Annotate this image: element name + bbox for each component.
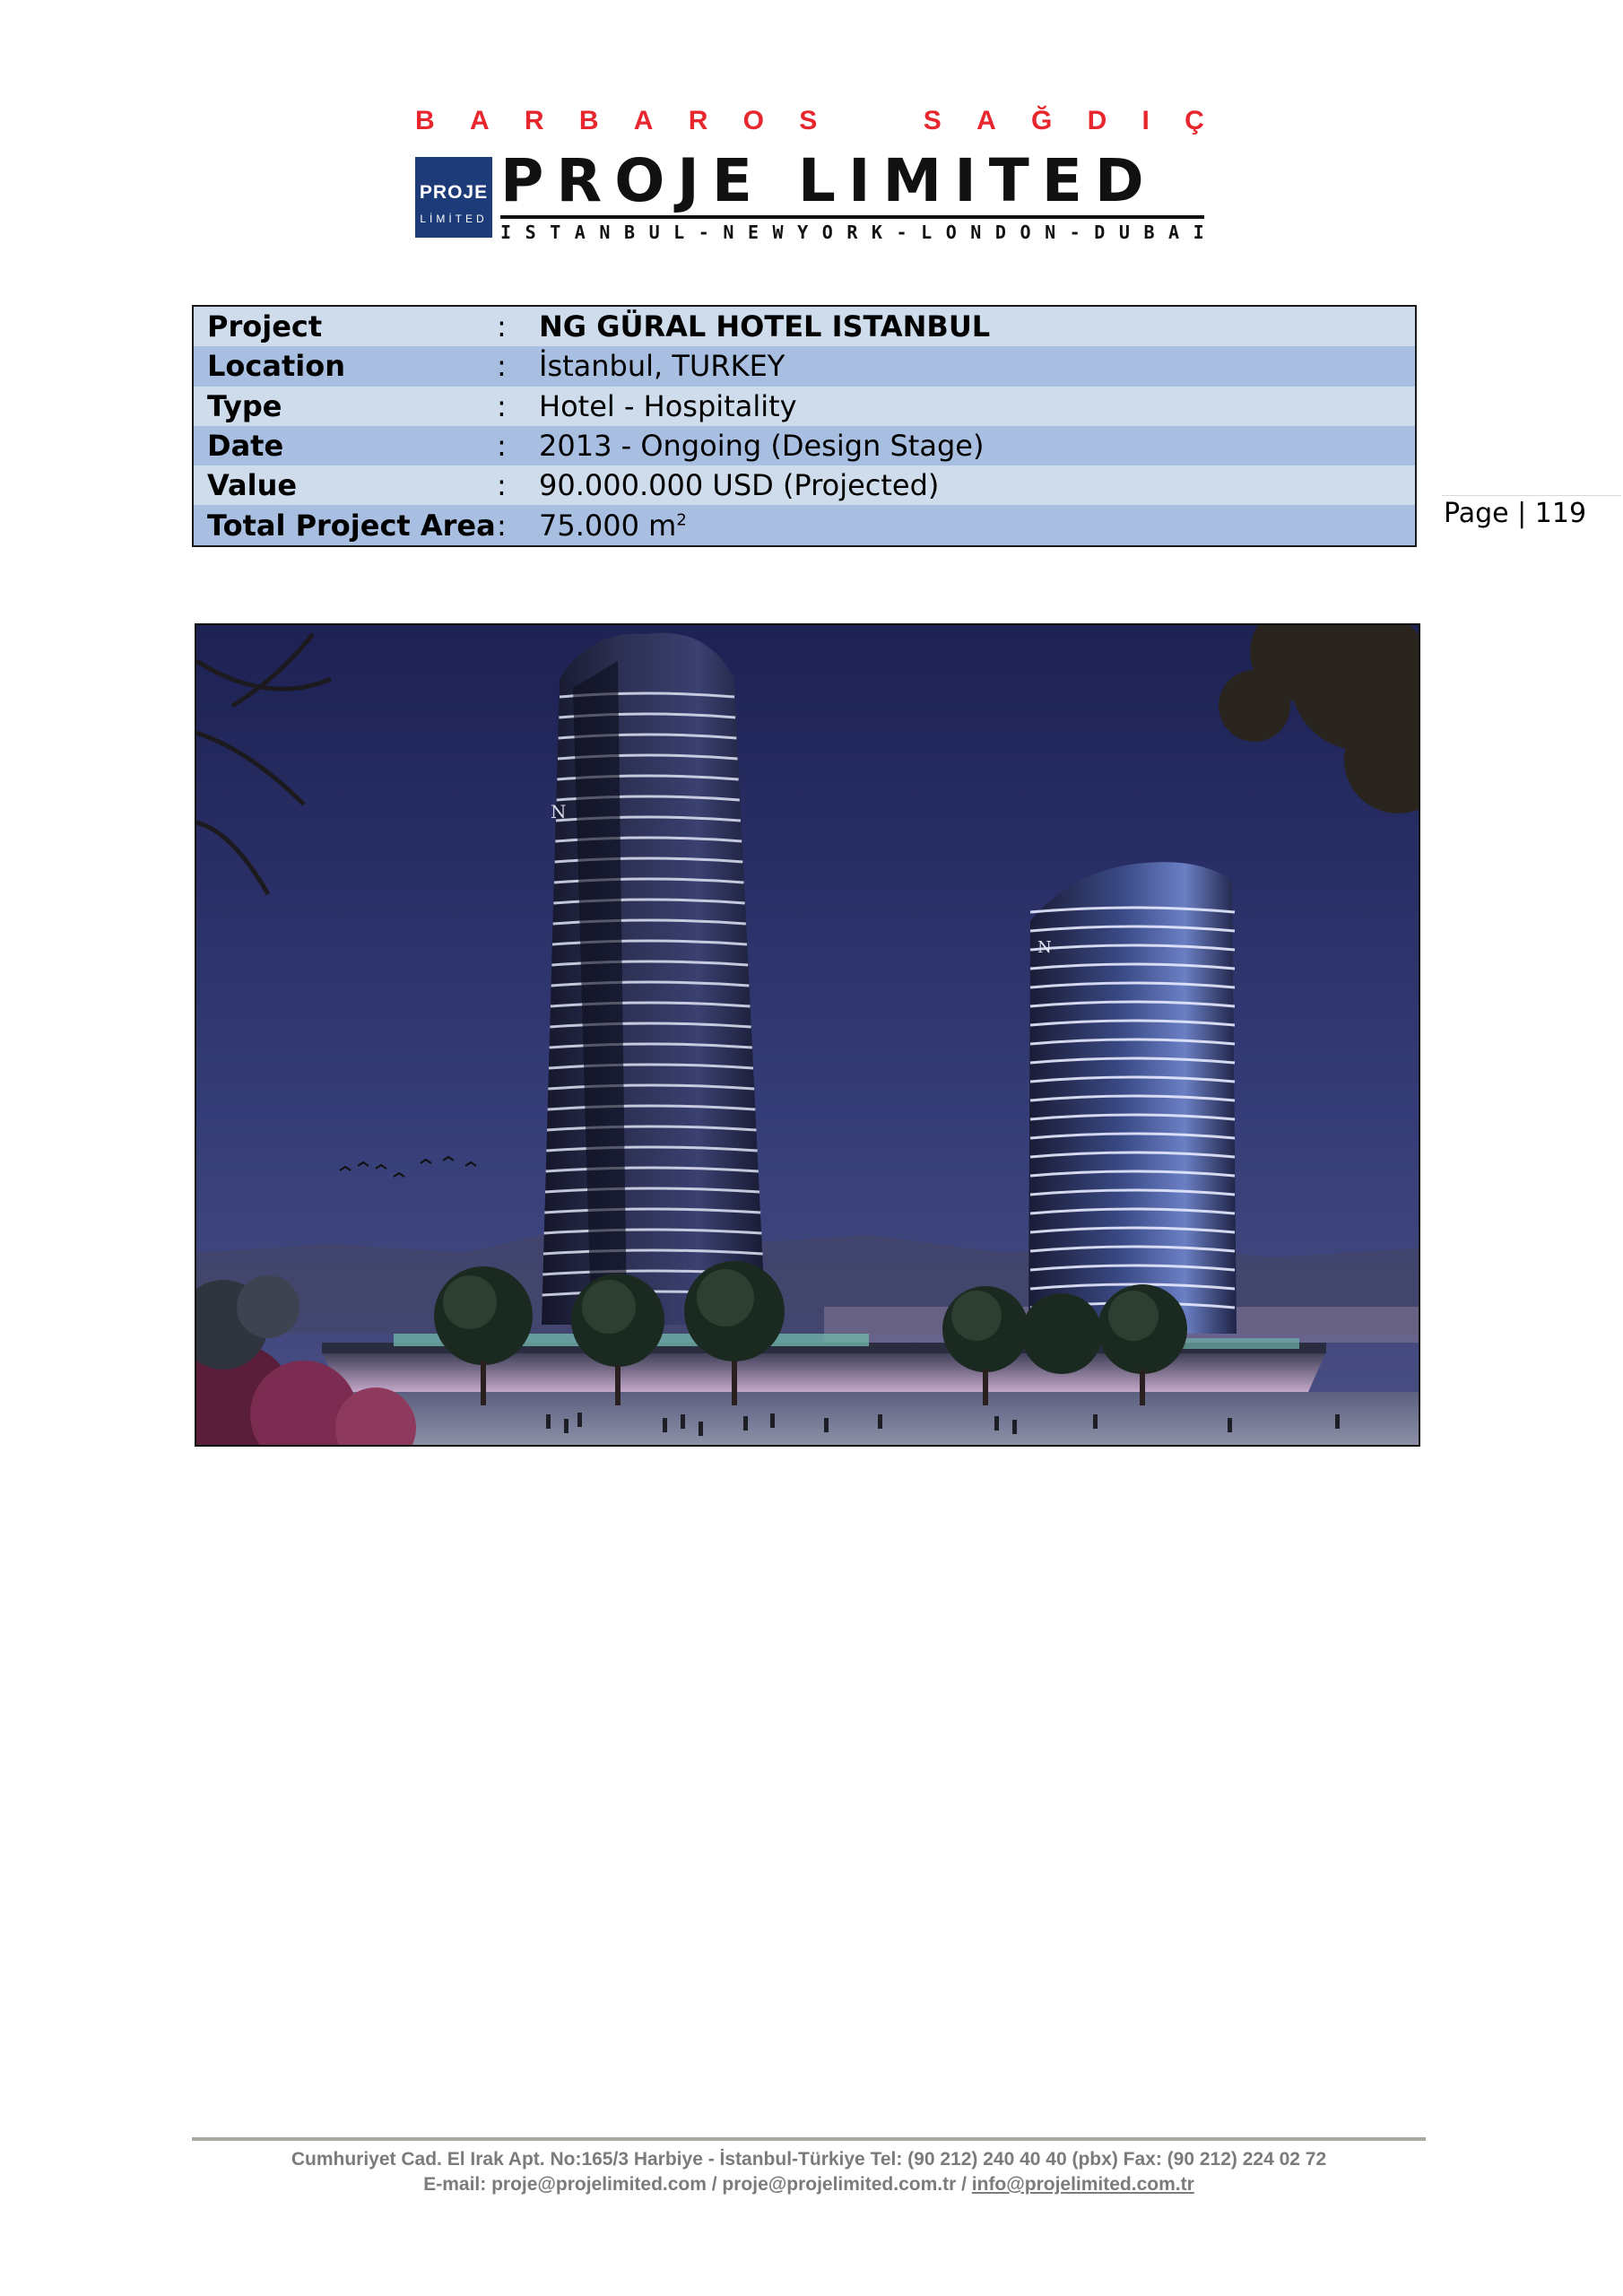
company-cities — [500, 222, 1204, 242]
project-row-total-project-area — [194, 505, 1415, 544]
footer-rule — [192, 2137, 1426, 2141]
project-row-date — [194, 426, 1415, 465]
project-row-value-text: 90.000.000 USD (Projected) — [539, 468, 940, 503]
owner-name-letter: A — [976, 106, 996, 135]
owner-name-letter: A — [633, 106, 654, 135]
page-number: Page | 119 — [1444, 498, 1587, 529]
city-letter: D — [1094, 222, 1106, 243]
city-letter: L — [673, 222, 685, 243]
project-row-label: Date — [207, 429, 284, 464]
owner-name-letter: D — [1087, 106, 1107, 135]
logo-top-text: PROJE — [419, 182, 489, 203]
owner-name-letter: Ğ — [1031, 106, 1053, 135]
project-row-value-text: İstanbul, TURKEY — [539, 349, 785, 384]
letterhead — [415, 103, 1204, 247]
proje-logo — [415, 157, 492, 238]
project-row-colon: : — [497, 349, 507, 384]
city-letter: K — [871, 222, 882, 243]
city-letter: O — [821, 222, 833, 243]
logo-bottom-text: LİMİTED — [420, 213, 488, 225]
project-row-value — [194, 465, 1415, 505]
project-row-value — [539, 468, 939, 502]
city-letter: N — [723, 222, 734, 243]
city-letter: I — [500, 222, 512, 243]
project-row-value — [539, 429, 984, 463]
owner-name-letter: A — [469, 106, 490, 135]
city-letter: U — [648, 222, 660, 243]
project-row-location — [194, 346, 1415, 386]
city-letter: I — [1193, 222, 1204, 243]
owner-name-letter: I — [1141, 106, 1150, 135]
city-letter: - — [698, 222, 709, 243]
city-letter: N — [599, 222, 611, 243]
city-letter: B — [623, 222, 636, 243]
city-letter: R — [846, 222, 858, 243]
svg-text:N: N — [1037, 938, 1052, 957]
project-row-label: Location — [207, 349, 345, 384]
project-row-value-text: NG GÜRAL HOTEL ISTANBUL — [539, 309, 991, 344]
city-letter: L — [921, 222, 933, 243]
city-letter: A — [1168, 222, 1180, 243]
project-row-colon: : — [497, 468, 507, 503]
project-row-label: Project — [207, 309, 323, 344]
footer-email-link[interactable]: info@projelimited.com.tr — [971, 2174, 1194, 2195]
project-row-label: Type — [207, 388, 282, 423]
project-row-value-text: Hotel - Hospitality — [539, 388, 797, 423]
project-row-colon: : — [497, 388, 507, 423]
city-letter: W — [772, 222, 784, 243]
owner-name-letter: Ç — [1185, 106, 1204, 135]
owner-name-letter: B — [415, 106, 435, 135]
owner-name-letter: S — [799, 106, 818, 135]
footer-emails — [192, 2174, 1426, 2196]
city-letter: D — [994, 222, 1006, 243]
city-letter: B — [1143, 222, 1155, 243]
footer-address: Cumhuriyet Cad. El Irak Apt. No:165/3 Harbiye - İstanbul-Türkiye Tel: (90 212) 240 40 40 (pbx) Fax: (90 212) 224 02 72 — [291, 2149, 1327, 2170]
city-letter: - — [1069, 222, 1081, 243]
project-row-label: Total Project Area — [207, 508, 496, 543]
owner-name-gap — [853, 108, 889, 135]
city-letter: O — [1020, 222, 1031, 243]
project-row-value — [539, 389, 797, 423]
project-row-type — [194, 387, 1415, 426]
project-row-colon: : — [497, 508, 507, 543]
project-row-value — [539, 309, 990, 344]
project-row-colon: : — [497, 429, 507, 464]
owner-name-letter: S — [923, 106, 942, 135]
owner-name-letter: B — [578, 106, 599, 135]
project-info-table — [192, 305, 1417, 547]
city-letter: S — [525, 222, 536, 243]
project-row-value — [539, 349, 785, 383]
city-letter: T — [550, 222, 561, 243]
project-row-value-text: 2013 - Ongoing (Design Stage) — [539, 429, 985, 464]
project-row-label: Value — [207, 468, 298, 503]
hotel-towers-illustration — [196, 625, 1419, 1445]
city-letter: N — [970, 222, 982, 243]
svg-text:N: N — [551, 801, 567, 822]
project-row-colon: : — [497, 309, 507, 344]
project-row-value — [539, 509, 687, 543]
company-rule — [500, 215, 1204, 219]
project-row-project — [194, 307, 1415, 346]
city-letter: O — [945, 222, 957, 243]
city-letter: - — [896, 222, 907, 243]
city-letter: N — [1045, 222, 1056, 243]
owner-name-letter: O — [742, 106, 764, 135]
owner-name-letter: R — [688, 106, 708, 135]
city-letter: U — [1118, 222, 1130, 243]
company-name: PROJE LIMITED — [500, 146, 1157, 215]
footer-email-text: E-mail: proje@projelimited.com / proje@projelimited.com.tr / — [423, 2174, 972, 2195]
project-row-value-superscript: 2 — [676, 509, 687, 529]
owner-name — [415, 108, 1204, 135]
city-letter: E — [747, 222, 759, 243]
city-letter: A — [574, 222, 586, 243]
project-row-value-text: 75.000 m — [539, 508, 677, 543]
owner-name-letter: R — [524, 106, 544, 135]
hotel-rendering-image — [195, 623, 1420, 1447]
city-letter: Y — [797, 222, 809, 243]
page-number-rule — [1442, 495, 1621, 496]
